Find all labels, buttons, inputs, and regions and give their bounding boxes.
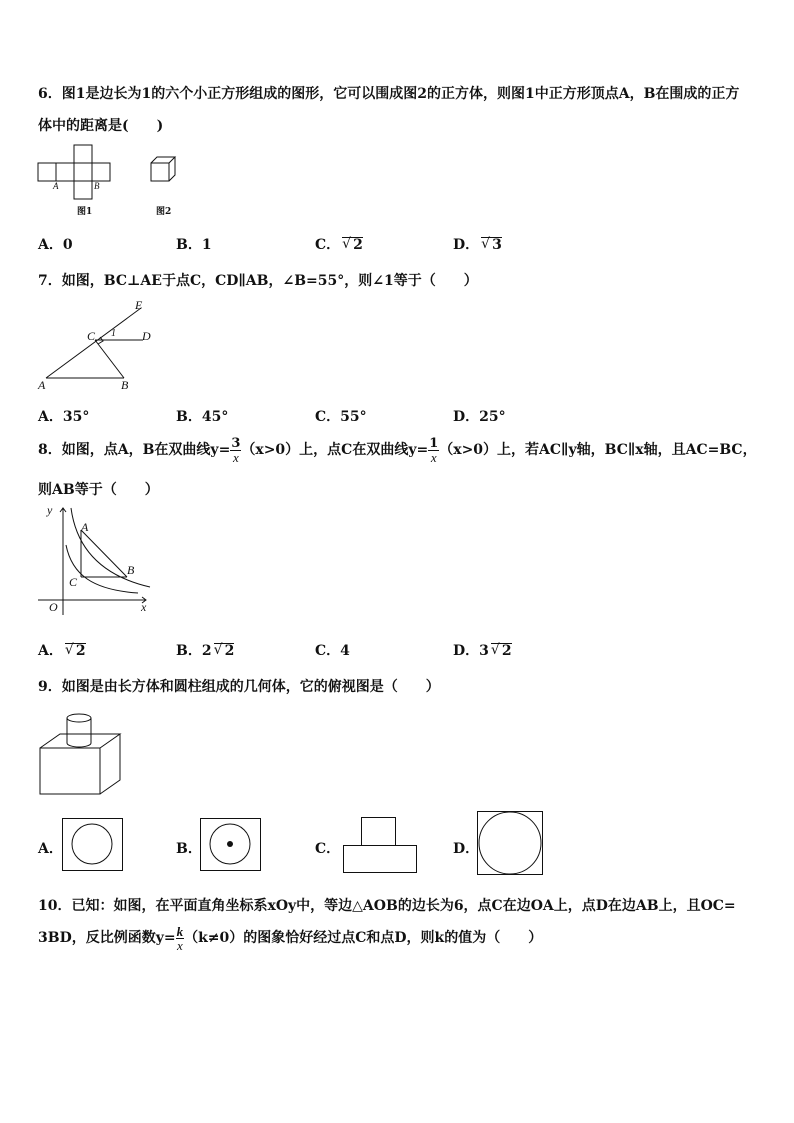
q7-label-e: E <box>135 298 143 312</box>
q8-option-b[interactable]: B．2√ 2 <box>176 640 234 660</box>
q8-stem-line1: 8．如图，点A，B在双曲线y= $\frac{3}{x}$ （x>0）上，点C在双曲线y= $\frac{1}{x}$ （x>0）上，若AC∥y轴，BC∥x轴，且AC=BC， <box>38 435 757 465</box>
q8-label-o: O <box>49 600 58 614</box>
q7-label-d: D <box>142 329 151 343</box>
q8-stem-line2: 则AB等于（ ） <box>38 482 159 498</box>
q7-label-c: C <box>87 329 96 343</box>
q9-option-c-figure[interactable] <box>343 817 419 875</box>
q6-fig1-caption: 图1 <box>77 207 93 217</box>
q6-fig2-caption: 图2 <box>156 207 172 217</box>
q7-stem: 7．如图，BC⊥AE于点C，CD∥AB，∠B=55°，则∠1等于（ ） <box>38 273 478 289</box>
q6-option-c[interactable]: C．√ 2 <box>315 234 363 254</box>
q6-label-b: B <box>94 181 100 191</box>
q6-option-b[interactable]: B．1 <box>176 237 212 253</box>
q6-option-d[interactable]: D．√ 3 <box>453 234 502 254</box>
q9-option-c-label[interactable]: C． <box>315 841 341 857</box>
q10-stem-line1: 10．已知：如图，在平面直角坐标系xOy中，等边△AOB的边长为6，点C在边OA上，点D在边AB上，且OC= <box>38 898 736 914</box>
q6-stem-line1: 6．图1是边长为1的六个小正方形组成的图形，它可以围成图2的正方体，则图1中正方形顶点A，B在围成的正方 <box>38 86 740 102</box>
q7-label-1: 1 <box>111 328 116 339</box>
q7-option-b[interactable]: B．45° <box>176 409 229 425</box>
q7-option-d[interactable]: D．25° <box>453 409 506 425</box>
q9-solid-figure <box>38 708 128 798</box>
q7-option-c[interactable]: C．55° <box>315 409 367 425</box>
q7-option-a[interactable]: A．35° <box>38 409 90 425</box>
q9-option-a-figure[interactable] <box>62 818 124 872</box>
q9-stem: 9．如图是由长方体和圆柱组成的几何体，它的俯视图是（ ） <box>38 679 440 695</box>
q7-label-b: B <box>121 378 129 392</box>
q9-option-a-label[interactable]: A． <box>38 841 63 857</box>
q7-figure <box>38 298 168 393</box>
q8-label-x: x <box>141 600 147 614</box>
q8-option-c[interactable]: C．4 <box>315 643 350 659</box>
q8-label-a: A <box>81 520 89 534</box>
q6-figure1-net <box>38 145 118 205</box>
q9-option-d-figure[interactable] <box>477 811 544 876</box>
q6-stem-line2: 体中的距离是( ) <box>38 118 164 134</box>
q6-label-a: A <box>53 181 59 191</box>
q6-option-a[interactable]: A．0 <box>38 237 73 253</box>
q8-label-c: C <box>69 575 78 589</box>
q8-label-y: y <box>47 503 53 517</box>
q8-option-d[interactable]: D．3√ 2 <box>453 640 512 660</box>
q9-option-b-figure[interactable] <box>200 818 262 872</box>
q7-label-a: A <box>38 378 46 392</box>
q8-figure <box>38 505 158 615</box>
q9-option-b-label[interactable]: B． <box>176 841 202 857</box>
q6-figure2-cube <box>151 157 181 185</box>
q10-stem-line2: 3BD，反比例函数y= $\frac{k}{x}$ （k≠0）的图象恰好经过点C和点D，则k的值为（ ） <box>38 923 543 953</box>
q9-option-d-label[interactable]: D． <box>453 841 480 857</box>
q8-label-b: B <box>127 563 135 577</box>
q8-option-a[interactable]: A．√ 2 <box>38 640 86 660</box>
